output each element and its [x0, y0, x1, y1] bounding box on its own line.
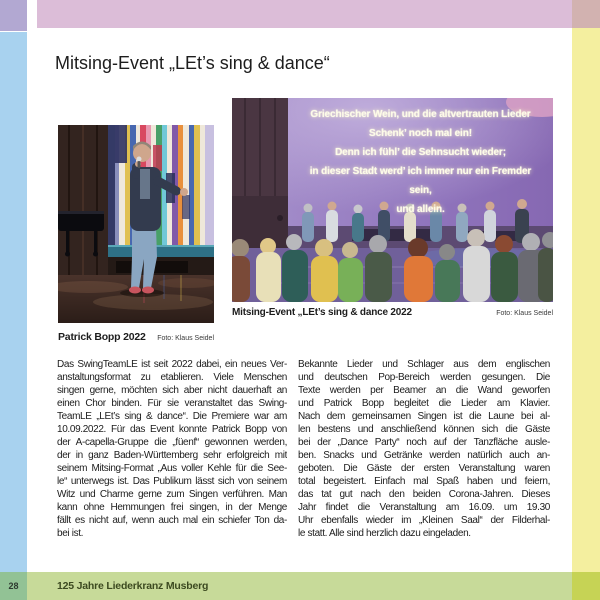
frame-corner-top-left — [0, 0, 27, 31]
body-text-line: seinem Mitsing-Format „Aus voller Kehle für die See- — [57, 463, 287, 474]
body-text-line: Jahr findet die Veranstaltung am 16.09. um 19.30 — [298, 502, 550, 513]
frame-corner-top-right — [572, 0, 600, 28]
projected-lyrics — [288, 105, 553, 219]
stage-photo-artwork — [58, 125, 214, 323]
body-text-line: Uhr ebenfalls wieder im „Kleinen Saal“ der Filderhal- — [298, 515, 550, 526]
footer-band — [27, 572, 572, 600]
body-text-line: der A-capella-Gruppe die „füenf“ gewonnen werden, — [57, 437, 287, 448]
frame-band-right — [572, 28, 600, 572]
lyric-line: Schenk’ noch mal ein! — [369, 128, 472, 139]
body-text-line: geboten. Die Gäste der ersten Veranstaltung waren — [298, 463, 550, 474]
body-text-line: Das SwingTeamLE ist seit 2022 dabei, ein neues Ver- — [57, 359, 287, 370]
photo-right-caption-row — [232, 307, 553, 318]
body-text-line: 10.09.2022. Für das Event konnte Patrick Bopp von — [57, 424, 287, 435]
body-text-line: total begeistert. Einfach mal Spaß haben und feiern, — [298, 476, 550, 487]
body-text-line: Nach dem gemeinsamen Singen ist die Laune bei al- — [298, 411, 550, 422]
body-text-line: und Patrick Bopp begleitet die Lieder am Klavier. — [298, 398, 550, 409]
frame-corner-bottom-right — [572, 572, 600, 600]
lyric-line: sein, — [409, 185, 432, 196]
body-text-line: fällt es nicht auf, wenn auch mal ein schiefer Ton da- — [57, 515, 287, 526]
page-title: Mitsing-Event „LEt’s sing & dance“ — [55, 53, 330, 73]
body-text-line: singen gerne, möchten sich aber nicht dauerhaft an — [57, 385, 287, 396]
body-text-line: Witz und Charme gerne zum Singen verführen. Man — [57, 489, 287, 500]
photo-left-caption-row — [58, 331, 214, 343]
photo-patrick-bopp — [58, 125, 214, 323]
body-text-line: bei der „Dance Party“ noch auf der Tanzfläche ausle- — [298, 437, 550, 448]
body-text-line: Bekannte Lieder und Schlager aus dem englischen — [298, 359, 550, 370]
lyric-line: und allein. — [396, 204, 445, 215]
body-text-line: der in ganz Baden-Württemberg sehr erfolgreich mit — [57, 450, 287, 461]
photo-right-caption: Mitsing-Event „LEt’s sing & dance 2022 — [232, 307, 412, 318]
frame-band-left — [0, 32, 27, 572]
body-text-line: le statt. Alle sind herzlich dazu eingeladen. — [298, 528, 471, 539]
body-column-right — [298, 358, 550, 540]
lyric-line: Denn ich fühl’ die Sehnsucht wieder; — [335, 147, 506, 158]
body-text-line: ben. Snacks und Getränke werden natürlich auch an- — [298, 450, 550, 461]
photo-left-caption: Patrick Bopp 2022 — [58, 331, 146, 343]
microphone-icon — [137, 157, 142, 162]
speaker-box — [154, 261, 188, 273]
body-text-line: le“ unterwegs ist. Das Publikum lässt sich von seinem — [57, 476, 287, 487]
photo-left-credit: Foto: Klaus Seidel — [157, 335, 214, 342]
body-text-line: und deutschen Pop-Bereich werden gesungen. Die — [298, 372, 550, 383]
body-text-line: das tat gut nach den beiden Corona-Jahren. Dieses — [298, 489, 550, 500]
body-text-line: kann ohne Hemmungen frei singen, in der Menge — [57, 502, 287, 513]
page-number-square — [0, 572, 27, 600]
wood-column — [232, 98, 288, 248]
frame-band-top — [37, 0, 572, 28]
page-number: 28 — [8, 581, 19, 591]
footer-title: 125 Jahre Liederkranz Musberg — [57, 580, 209, 592]
photo-mitsing-event — [232, 98, 553, 302]
photo-right-credit: Foto: Klaus Seidel — [496, 310, 553, 317]
body-text-line: Texte werden per Beamer an die Wand geworfen — [298, 385, 550, 396]
lyric-line: Griechischer Wein, und die altvertrauten Lieder — [310, 109, 531, 120]
body-text-line: len bestens und anschließend können sich die Gäste — [298, 424, 550, 435]
body-text-line: einen Chor binden. Für sie veranstaltet das Swing- — [57, 398, 287, 409]
lyric-line: in dieser Stadt werd’ ich immer nur ein Fremder — [309, 166, 532, 177]
body-text-line: TeamLE „LEt’s sing & dance“. Die Premiere war am — [57, 411, 287, 422]
body-column-left — [57, 358, 287, 540]
body-text-line: anstaltungsformat zu etablieren. Viele Menschen — [57, 372, 287, 383]
body-text-line: bei ist. — [57, 528, 84, 539]
